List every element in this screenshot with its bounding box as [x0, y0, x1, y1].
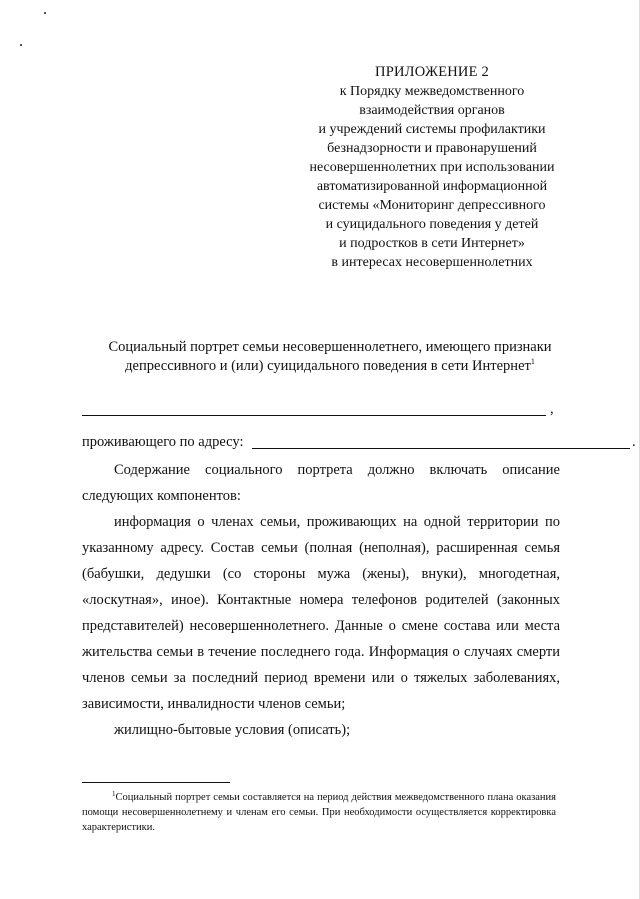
footnote-paragraph — [82, 790, 556, 835]
address-fill-row — [82, 433, 636, 453]
appendix-line: автоматизированной информационной — [316, 179, 548, 194]
scan-speck — [20, 44, 22, 46]
document-body — [82, 457, 560, 743]
footnote — [82, 790, 556, 835]
footnote-text: Социальный портрет семьи составляется на период действия межведомственного плана оказания помощи несовершеннолетнему и членам его семьи. При необходимости осуществляется корректировка характеристики. — [82, 792, 556, 833]
appendix-line: системы «Мониторинг депрессивного — [318, 198, 546, 213]
body-paragraph: Содержание социального портрета должно включать описание следующих компонентов: — [82, 462, 560, 504]
address-line-period: . — [632, 434, 636, 450]
document-title-line-1: Социальный портрет семьи несовершеннолетнего, имеющего признаки — [108, 339, 552, 355]
footnote-marker: 1 — [112, 790, 116, 798]
name-blank-line[interactable] — [82, 415, 546, 416]
name-line-comma: , — [550, 401, 554, 417]
body-paragraph: информация о членах семьи, проживающих на одной территории по указанному адресу. Состав семьи (полная (неполная), расширенная семья (бабушки, дедушки (со стороны мужа (жены), внуки), многодетная, «лоскутная», иное). Контактные номера телефонов родителей (законных представителей) несовершеннолетнего. Данные о смене состава или места жительства семьи в течение последнего года. Информация о случаях смерти членов семьи за последний период времени или о тяжелых заболеваниях, зависимости, инвалидности членов семьи; — [82, 514, 560, 712]
body-paragraph: жилищно-бытовые условия (описать); — [114, 722, 351, 738]
document-title-line-2 — [70, 357, 590, 376]
address-blank-line[interactable] — [252, 448, 630, 449]
footnote-reference: 1 — [530, 357, 535, 366]
document-title — [70, 338, 590, 376]
footnote-separator — [82, 782, 230, 783]
address-label: проживающего по адресу: — [82, 434, 244, 450]
appendix-line: в интересах несовершеннолетних — [331, 255, 533, 270]
document-title-line-2-text: депрессивного и (или) суицидального поведения в сети Интернет — [125, 358, 531, 374]
appendix-line: и суицидального поведения у детей — [325, 217, 539, 232]
appendix-line: и подростков в сети Интернет» — [339, 236, 525, 251]
appendix-line: и учреждений системы профилактики — [318, 122, 546, 137]
scan-speck — [44, 12, 46, 14]
appendix-title: ПРИЛОЖЕНИЕ 2 — [375, 64, 489, 80]
appendix-line: безнадзорности и правонарушений — [327, 141, 537, 156]
appendix-header — [296, 63, 568, 272]
name-fill-row — [82, 400, 564, 418]
appendix-line: взаимодействия органов — [359, 103, 505, 118]
appendix-line: к Порядку межведомственного — [339, 84, 525, 99]
appendix-line: несовершеннолетних при использовании — [309, 160, 555, 175]
